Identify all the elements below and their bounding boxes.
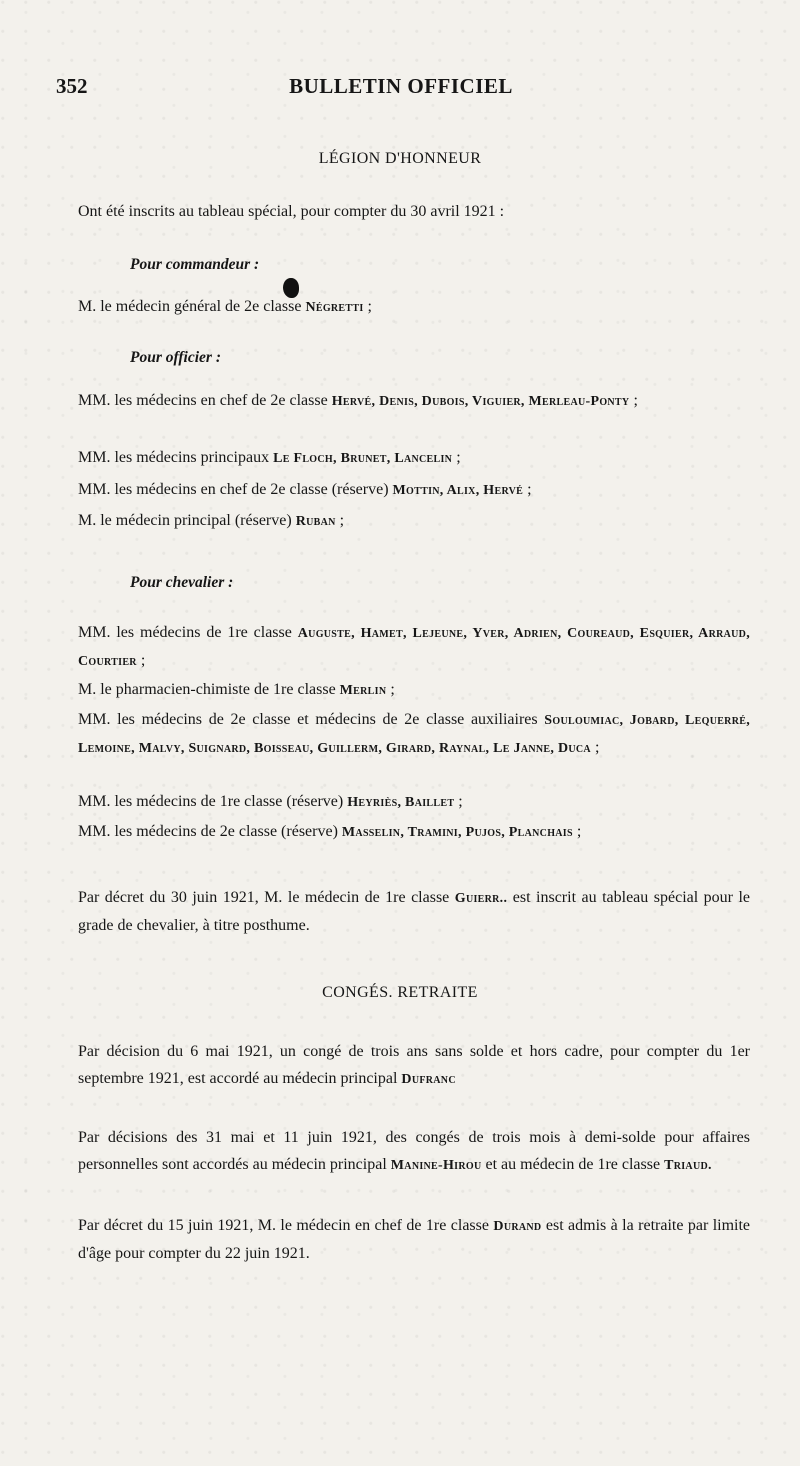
conge-paragraph-1: Par décision du 6 mai 1921, un congé de trois ans sans solde et hors cadre, pour compter du 1er septembre 1921, est accordé au médecin principal Dufranc: [78, 1043, 750, 1087]
heading-officier: Pour officier :: [130, 349, 221, 366]
entry-chevalier-1: MM. les médecins de 1re classe Auguste, Hamet, Lejeune, Yver, Adrien, Coureaud, Esquier, Arraud, Courtier ;: [78, 624, 751, 669]
intro-paragraph: Ont été inscrits au tableau spécial, pour compter du 30 avril 1921 :: [78, 203, 505, 220]
person-names: Mottin, Alix, Hervé: [392, 483, 524, 498]
person-names: Dufranc: [401, 1072, 456, 1087]
decret-posthume: Par décret du 30 juin 1921, M. le médecin de 1re classe Guierr.. est inscrit au tableau spécial pour le grade de chevalier, à titre posthume.: [78, 889, 751, 934]
entry-chevalier-2: M. le pharmacien-chimiste de 1re classe Merlin ;: [78, 681, 395, 698]
running-head: BULLETIN OFFICIEL: [289, 74, 513, 98]
entry-officier-1: MM. les médecins en chef de 2e classe Hervé, Denis, Dubois, Viguier, Merleau-Ponty ;: [78, 392, 638, 409]
heading-commandeur: Pour commandeur :: [130, 256, 260, 273]
person-names: Durand: [493, 1219, 542, 1234]
person-names: Merlin: [339, 683, 387, 698]
page-number: 352: [56, 74, 88, 98]
person-names: Hervé, Denis, Dubois, Viguier, Merleau-Ponty: [331, 394, 630, 409]
entry-officier-4: M. le médecin principal (réserve) Ruban ;: [78, 512, 345, 529]
entry-chevalier-5: MM. les médecins de 2e classe (réserve) Masselin, Tramini, Pujos, Planchais ;: [78, 823, 582, 840]
entry-officier-2: MM. les médecins principaux Le Floch, Brunet, Lancelin ;: [78, 449, 461, 466]
conge-paragraph-2: Par décisions des 31 mai et 11 juin 1921, des congés de trois mois à demi-solde pour affaires personnelles sont accordés au médecin principal Manine-Hirou et au médecin de 1re classe Triaud.: [78, 1129, 750, 1173]
entry-officier-3: MM. les médecins en chef de 2e classe (réserve) Mottin, Alix, Hervé ;: [78, 481, 532, 498]
person-names: Guierr..: [454, 891, 508, 906]
person-names: Masselin, Tramini, Pujos, Planchais: [341, 825, 573, 840]
entry-commandeur: M. le médecin général de 2e classe Négretti ;: [78, 298, 372, 315]
section-title-legion: LÉGION D'HONNEUR: [318, 150, 482, 167]
page-header: [56, 74, 746, 108]
entry-chevalier-3: MM. les médecins de 2e classe et médecins de 2e classe auxiliaires Souloumiac, Jobard, Lequerré, Lemoine, Malvy, Suignard, Boisseau, Guillerm, Girard, Raynal, Le Janne, Duca ;: [78, 711, 750, 756]
retraite-paragraph: Par décret du 15 juin 1921, M. le médecin en chef de 1re classe Durand est admis à la retraite par limite d'âge pour compter du 22 juin 1921.: [78, 1217, 751, 1262]
person-names: Ruban: [295, 514, 336, 529]
person-names: Manine-Hirou: [390, 1158, 482, 1173]
entry-chevalier-4: MM. les médecins de 1re classe (réserve) Heyriès, Baillet ;: [78, 793, 463, 810]
heading-chevalier: Pour chevalier :: [130, 574, 234, 591]
person-names: Le Floch, Brunet, Lancelin: [273, 451, 453, 466]
ink-blot: [283, 278, 299, 298]
person-names: Heyriès, Baillet: [347, 795, 455, 810]
person-names: Souloumiac, Jobard, Lequerré, Lemoine, Malvy, Suignard, Boisseau, Guillerm, Girard, Raynal, Le Janne, Duca: [78, 713, 750, 756]
section-title-conges: CONGÉS. RETRAITE: [322, 984, 478, 1001]
person-names: Négretti: [305, 300, 364, 315]
person-names: Triaud.: [664, 1158, 712, 1173]
person-names: Auguste, Hamet, Lejeune, Yver, Adrien, Coureaud, Esquier, Arraud, Courtier: [78, 626, 751, 669]
